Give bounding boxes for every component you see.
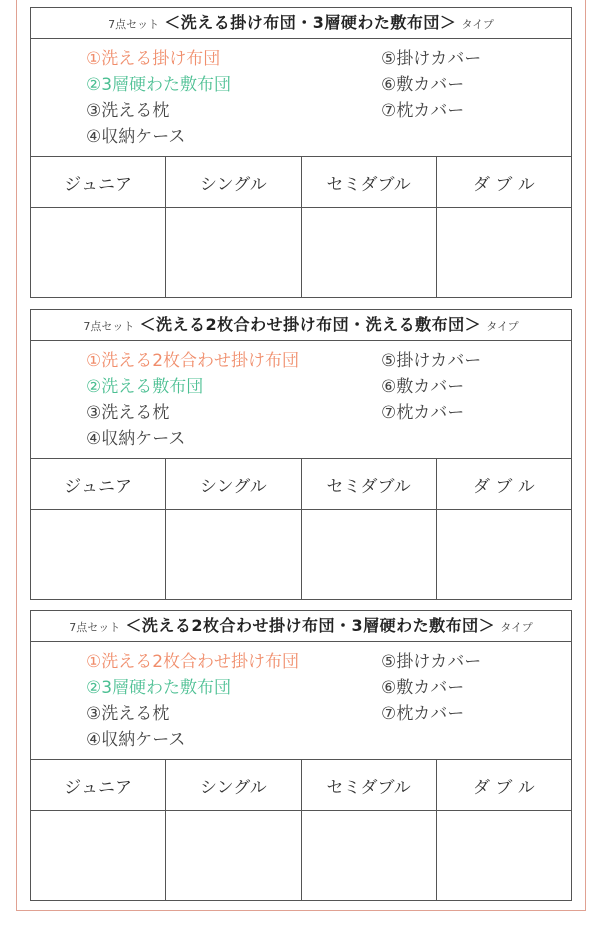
item-comforter-cover: ⑤掛けカバー xyxy=(381,351,482,371)
size-cell xyxy=(302,510,437,599)
set-type-title: ＜洗える2枚合わせ掛け布団・洗える敷布団＞ xyxy=(139,315,482,334)
item-comforter-cover: ⑤掛けカバー xyxy=(381,49,482,69)
item-pillow: ③洗える枕 xyxy=(86,101,170,121)
size-cell xyxy=(437,510,571,599)
set-block-3 xyxy=(30,610,572,901)
set-header xyxy=(31,8,571,39)
size-junior: ジュニア xyxy=(31,157,166,207)
size-junior: ジュニア xyxy=(31,760,166,810)
size-junior: ジュニア xyxy=(31,459,166,509)
size-double: ダ ブ ル xyxy=(472,777,535,798)
item-mattress-cover: ⑥敷カバー xyxy=(381,678,465,698)
item-pillow-cover: ⑦枕カバー xyxy=(381,101,465,121)
item-pillow-cover: ⑦枕カバー xyxy=(381,704,465,724)
size-cell xyxy=(31,510,166,599)
size-image-row xyxy=(31,811,571,900)
set-count-label: 7点セット xyxy=(69,621,121,634)
item-comforter: ①洗える2枚合わせ掛け布団 xyxy=(86,652,300,672)
item-pillow: ③洗える枕 xyxy=(86,704,170,724)
size-double: ダ ブ ル xyxy=(472,476,535,497)
item-storage-case: ④収納ケース xyxy=(86,429,186,449)
size-semi-double: セミダブル xyxy=(302,459,437,509)
type-suffix: タイプ xyxy=(486,320,519,333)
size-image-row xyxy=(31,510,571,599)
item-storage-case: ④収納ケース xyxy=(86,730,186,750)
size-image-row xyxy=(31,208,571,297)
item-mattress: ②3層硬わた敷布団 xyxy=(86,678,232,698)
item-mattress: ②洗える敷布団 xyxy=(86,377,204,397)
contents-list xyxy=(31,341,571,459)
contents-list xyxy=(31,39,571,157)
item-comforter-cover: ⑤掛けカバー xyxy=(381,652,482,672)
set-block-2 xyxy=(30,309,572,600)
size-cell xyxy=(31,208,166,297)
size-header-row xyxy=(31,157,571,208)
item-mattress: ②3層硬わた敷布団 xyxy=(86,75,232,95)
set-block-1 xyxy=(30,7,572,298)
item-comforter: ①洗える掛け布団 xyxy=(86,49,221,69)
set-type-title: ＜洗える掛け布団・3層硬わた敷布団＞ xyxy=(164,13,457,32)
size-cell xyxy=(166,510,301,599)
size-semi-double: セミダブル xyxy=(302,157,437,207)
set-header xyxy=(31,611,571,642)
size-cell xyxy=(437,208,571,297)
item-pillow: ③洗える枕 xyxy=(86,403,170,423)
item-comforter: ①洗える2枚合わせ掛け布団 xyxy=(86,351,300,371)
size-single: シングル xyxy=(166,760,301,810)
size-header-row xyxy=(31,760,571,811)
contents-list xyxy=(31,642,571,760)
size-single: シングル xyxy=(166,157,301,207)
item-mattress-cover: ⑥敷カバー xyxy=(381,377,465,397)
set-header xyxy=(31,310,571,341)
type-suffix: タイプ xyxy=(500,621,533,634)
size-cell xyxy=(31,811,166,900)
item-mattress-cover: ⑥敷カバー xyxy=(381,75,465,95)
size-cell xyxy=(166,208,301,297)
size-cell xyxy=(166,811,301,900)
size-double: ダ ブ ル xyxy=(472,174,535,195)
size-single: シングル xyxy=(166,459,301,509)
size-cell xyxy=(302,811,437,900)
size-cell xyxy=(437,811,571,900)
set-count-label: 7点セット xyxy=(108,18,160,31)
size-cell xyxy=(302,208,437,297)
set-type-title: ＜洗える2枚合わせ掛け布団・3層硬わた敷布団＞ xyxy=(125,616,496,635)
set-count-label: 7点セット xyxy=(83,320,135,333)
item-storage-case: ④収納ケース xyxy=(86,127,186,147)
size-semi-double: セミダブル xyxy=(302,760,437,810)
item-pillow-cover: ⑦枕カバー xyxy=(381,403,465,423)
type-suffix: タイプ xyxy=(461,18,494,31)
size-header-row xyxy=(31,459,571,510)
